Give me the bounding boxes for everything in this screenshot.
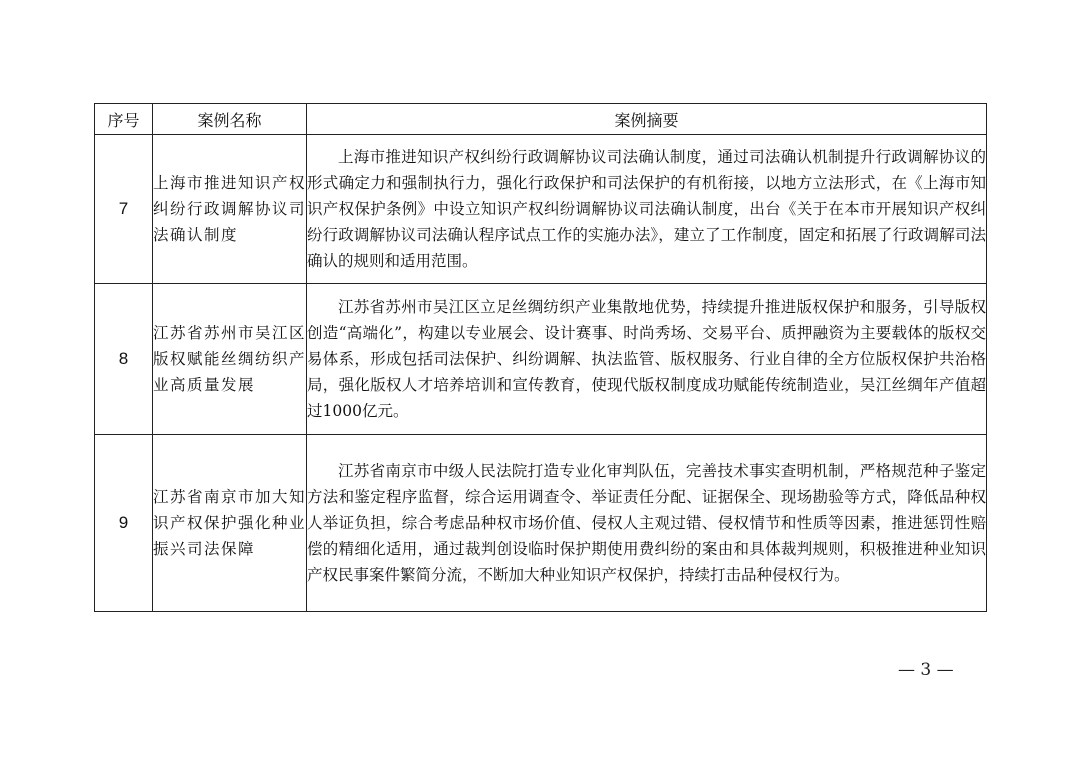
cases-table xyxy=(94,103,987,612)
row-case-summary-cell xyxy=(307,284,987,435)
row-number: 9 xyxy=(95,435,153,612)
row-case-summary-cell xyxy=(307,135,987,284)
row-case-name-cell xyxy=(153,135,307,284)
row-case-name: 江苏省苏州市吴江区版权赋能丝绸纺织产业高质量发展 xyxy=(153,324,307,394)
header-number: 序号 xyxy=(95,104,153,135)
page-number: — 3 — xyxy=(898,660,954,680)
table-header-row xyxy=(95,104,987,135)
row-case-summary-cell xyxy=(307,435,987,612)
table-row xyxy=(95,284,987,435)
row-case-name-cell xyxy=(153,284,307,435)
header-case-summary: 案例摘要 xyxy=(307,104,987,135)
row-case-name: 上海市推进知识产权纠纷行政调解协议司法确认制度 xyxy=(153,174,307,244)
table-row xyxy=(95,135,987,284)
row-case-summary: 江苏省苏州市吴江区立足丝绸纺织产业集散地优势，持续提升推进版权保护和服务，引导版权创造“高端化”，构建以专业展会、设计赛事、时尚秀场、交易平台、质押融资为主要载体的版权交易体系，形成包括司法保护、纠纷调解、执法监管、版权服务、行业自律的全方位版权保护共治格局，强化版权人才培养培训和宣传教育，使现代版权制度成功赋能传统制造业，吴江丝绸年产值超过1000亿元。 xyxy=(307,298,986,420)
table-row xyxy=(95,435,987,612)
header-case-name: 案例名称 xyxy=(153,104,307,135)
row-number: 8 xyxy=(95,284,153,435)
row-case-name-cell xyxy=(153,435,307,612)
row-number: 7 xyxy=(95,135,153,284)
row-case-name: 江苏省南京市加大知识产权保护强化种业振兴司法保障 xyxy=(153,488,307,558)
row-case-summary: 江苏省南京市中级人民法院打造专业化审判队伍，完善技术事实查明机制，严格规范种子鉴定方法和鉴定程序监督，综合运用调查令、举证责任分配、证据保全、现场勘验等方式，降低品种权人举证负担，综合考虑品种权市场价值、侵权人主观过错、侵权情节和性质等因素，推进惩罚性赔偿的精细化适用，通过裁判创设临时保护期使用费纠纷的案由和具体裁判规则，积极推进种业知识产权民事案件繁简分流，不断加大种业知识产权保护，持续打击品种侵权行为。 xyxy=(307,462,986,584)
row-case-summary: 上海市推进知识产权纠纷行政调解协议司法确认制度，通过司法确认机制提升行政调解协议的形式确定力和强制执行力，强化行政保护和司法保护的有机衔接，以地方立法形式，在《上海市知识产权保护条例》中设立知识产权纠纷调解协议司法确认制度，出台《关于在本市开展知识产权纠纷行政调解协议司法确认程序试点工作的实施办法》，建立了工作制度，固定和拓展了行政调解司法确认的规则和适用范围。 xyxy=(307,148,986,270)
